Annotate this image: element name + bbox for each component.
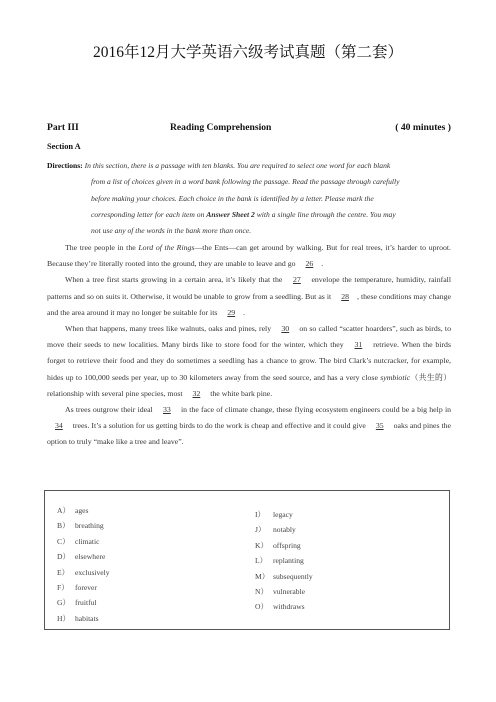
blank-31[interactable]: 31 <box>354 340 363 350</box>
choice-letter: A） <box>57 506 71 515</box>
choice-k[interactable] <box>255 538 313 553</box>
answer-sheet-ref: Answer Sheet 2 <box>206 209 255 219</box>
p3-text-e: the white bark pine. <box>208 388 273 398</box>
part-label: Part III <box>47 122 79 133</box>
choice-word: climatic <box>75 536 100 546</box>
part-time: ( 40 minutes ) <box>395 122 451 133</box>
choice-letter: I） <box>255 510 266 519</box>
directions-line-1 <box>47 158 451 174</box>
blank-32[interactable]: 32 <box>192 388 201 398</box>
choice-letter: F） <box>57 583 69 593</box>
p3-text-b: on so called “scatter hoarders”, such as birds, to move their seeds to new localities. Many birds like to store food for the winter, which they <box>47 324 451 350</box>
part-name: Reading Comprehension <box>170 122 272 133</box>
choice-letter: B） <box>57 521 70 531</box>
p4-text-a: As trees outgrow their ideal <box>65 405 155 415</box>
choice-l[interactable] <box>255 553 313 568</box>
blank-29[interactable]: 29 <box>227 307 236 317</box>
choice-letter: N） <box>255 587 269 597</box>
paragraph-4 <box>47 402 451 451</box>
directions-line-5 <box>47 223 451 239</box>
book-title: Lord of the Rings <box>138 243 195 252</box>
directions-text-4b: with a single line through the centre. You may <box>254 209 396 219</box>
symbiotic-word: symbiotic <box>380 372 411 382</box>
choice-c[interactable] <box>57 534 110 549</box>
directions <box>47 158 451 239</box>
directions-text-1: In this section, there is a passage with ten blanks. You are required to select one word for each blank <box>84 161 391 170</box>
choice-word: withdraws <box>273 602 305 612</box>
choice-letter: G） <box>57 598 71 608</box>
page-title: 2016年12月大学英语六级考试真题（第二套） <box>92 44 403 61</box>
choice-i[interactable] <box>255 507 313 522</box>
choice-letter: M） <box>255 571 270 581</box>
choice-word: fruitful <box>75 598 97 608</box>
choice-h[interactable] <box>57 611 110 626</box>
choice-n[interactable] <box>255 584 313 599</box>
choice-b[interactable] <box>57 518 110 533</box>
choice-word: subsequently <box>273 571 313 581</box>
directions-line-4 <box>47 207 451 223</box>
p4-text-d: oaks and pines the option to truly “make like a tree and leave”. <box>47 421 451 447</box>
p1-text-b: —the Ents—can get around by walking. But for real trees, it’s harder to uproot. Because they’re literally rooted into the ground, they are unable to leave and go <box>47 243 451 269</box>
choice-word: breathing <box>75 521 104 531</box>
directions-text-5: not use any of the words in the bank more than once. <box>91 226 252 236</box>
paragraph-2 <box>47 272 451 321</box>
p4-text-b: in the face of climate change, these flying ecosystem engineers could be a big help in <box>178 405 452 415</box>
blank-34[interactable]: 34 <box>55 421 63 431</box>
choice-o[interactable] <box>255 599 313 614</box>
choice-a[interactable] <box>57 503 110 518</box>
p2-text-d: . <box>243 307 246 317</box>
blank-33[interactable]: 33 <box>162 405 171 415</box>
choice-letter: J） <box>255 525 266 535</box>
choice-word: legacy <box>273 510 293 519</box>
choice-letter: O） <box>255 602 269 612</box>
directions-text-3: before making your choices. Each choice in the bank is identified by a letter. Please mark the <box>91 193 374 203</box>
word-bank <box>44 490 450 630</box>
p1-text-a: The tree people in the <box>65 243 139 252</box>
p2-text-a: When a tree first starts growing in a certain area, it’s likely that the <box>65 275 285 285</box>
p4-text-c: trees. It’s a solution for us getting birds to do the work is cheap and effective and it could give <box>70 421 368 431</box>
directions-line-2 <box>47 174 451 190</box>
choice-letter: L） <box>255 556 268 566</box>
word-bank-left-column <box>57 503 110 626</box>
directions-line-3 <box>47 191 451 207</box>
paragraph-1 <box>47 240 451 272</box>
choice-word: offspring <box>273 540 301 550</box>
choice-word: ages <box>75 506 89 515</box>
section-heading: Section A <box>47 142 81 151</box>
directions-label: Directions: <box>47 161 83 170</box>
choice-letter: H） <box>57 613 71 623</box>
p3-text-c: retrieve. When the birds forget to retrieve their food and they do sometimes a seedling has a chance to grow. The bird Clark’s nutcracker, for example, hides up to 100,000 seeds per year, up to 30 kilometers away from the seed source, and has a very close <box>47 340 451 382</box>
choice-letter: E） <box>57 567 70 577</box>
choice-word: forever <box>75 583 97 593</box>
choice-word: notably <box>273 525 296 535</box>
part-header <box>47 122 451 136</box>
choice-m[interactable] <box>255 569 313 584</box>
choice-word: replanting <box>273 556 304 566</box>
word-bank-right-column <box>255 507 313 615</box>
p2-text-b: envelope the temperature, humidity, rainfall patterns and so on suits it. Otherwise, it would be unable to grow from a seedling. But as it <box>47 275 451 301</box>
blank-26[interactable]: 26 <box>305 259 314 269</box>
p3-text-a: When that happens, many trees like walnuts, oaks and pines, rely <box>65 324 274 334</box>
choice-word: exclusively <box>75 567 110 577</box>
choice-f[interactable] <box>57 580 110 595</box>
choice-word: elsewhere <box>75 552 106 562</box>
p2-text-c: , these conditions may change and the area around it may no longer be suitable for its <box>47 291 451 317</box>
blank-30[interactable]: 30 <box>281 324 290 334</box>
choice-word: vulnerable <box>273 587 306 597</box>
choice-letter: C） <box>57 536 70 546</box>
choice-j[interactable] <box>255 522 313 537</box>
choice-g[interactable] <box>57 595 110 610</box>
blank-35[interactable]: 35 <box>375 421 384 431</box>
choice-d[interactable] <box>57 549 110 564</box>
choice-word: habitats <box>75 613 99 623</box>
chinese-gloss: （共生的） <box>410 372 451 382</box>
directions-text-2: from a list of choices given in a word bank following the passage. Read the passage through carefully <box>91 177 400 187</box>
p3-text-d: relationship with several pine species, most <box>47 388 185 398</box>
p1-text-c: . <box>321 259 324 269</box>
choice-e[interactable] <box>57 565 110 580</box>
blank-27[interactable]: 27 <box>293 275 301 285</box>
choice-letter: D） <box>57 552 71 562</box>
reading-passage <box>47 240 451 451</box>
directions-text-4a: corresponding letter for each item on <box>91 209 207 219</box>
choice-letter: K） <box>255 540 269 550</box>
blank-28[interactable]: 28 <box>341 291 349 301</box>
paragraph-3 <box>47 321 451 402</box>
directions-text-4 <box>47 207 451 223</box>
